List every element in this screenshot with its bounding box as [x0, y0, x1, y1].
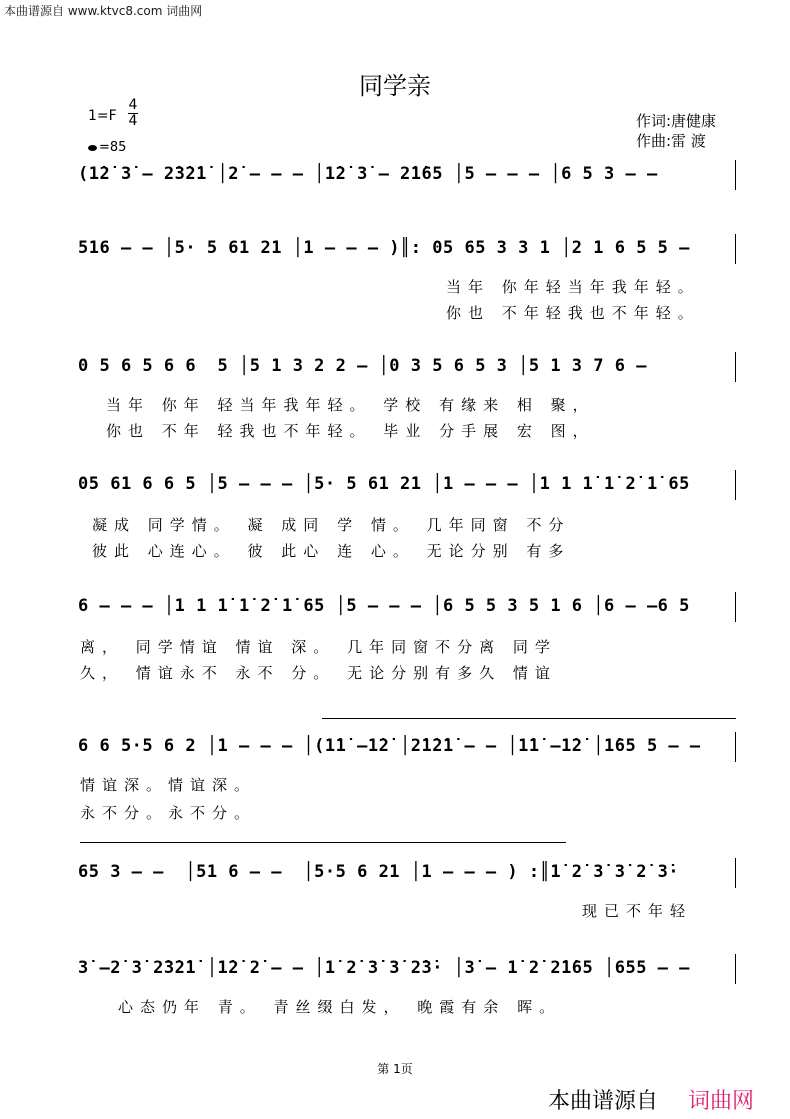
notation-line: 6 – – – │1 1 1̇ 1̇ 2̇ 1̇ 65 │5 – – – │6 5 5 3 5 1 6 │6 – –6 5: [78, 596, 690, 616]
end-barline: [735, 732, 736, 762]
time-signature: 4 4: [128, 97, 138, 129]
first-ending-bracket: [322, 718, 736, 719]
page-number: 第 1页: [377, 1062, 413, 1076]
lyric-verse-1: 现已不年轻: [582, 902, 693, 920]
lyric-verse-2: 久， 情谊永不 永不 分。 无论分别有多久 情谊: [80, 664, 557, 682]
brand-watermark-right: 词曲网: [688, 1089, 755, 1114]
notation-line: 65 3 – – │51 6 – – │5·5 6 21 │1 – – – ) :║1̇ 2̇ 3̇ 3̇ 2̇ 3̇·: [78, 862, 680, 882]
end-barline: [735, 234, 736, 264]
lyric-verse-1: 凝成 同学情。 凝 成同 学 情。 几年同窗 不分: [92, 516, 571, 534]
lyric-verse-1: 心态仍年 青。 青丝缀白发， 晚霞有余 晖。: [118, 998, 562, 1016]
lyric-verse-2: 你也 不年轻我也不年轻。: [446, 304, 700, 322]
tempo-marking: =85: [88, 140, 126, 155]
lyricist-credit: 作词:唐健康: [636, 112, 717, 130]
lyric-verse-1: 当年 你年 轻当年我年轻。 学校 有缘来 相 聚，: [106, 396, 595, 414]
end-barline: [735, 160, 736, 190]
lyric-verse-2: 永不分。永不分。: [80, 804, 257, 822]
source-watermark-header: 本曲谱源自 www.ktvc8.com 词曲网: [4, 4, 203, 18]
lyric-verse-2: 你也 不年 轻我也不年轻。 毕业 分手展 宏 图，: [106, 422, 595, 440]
end-barline: [735, 858, 736, 888]
composer-credit: 作曲:雷 渡: [636, 132, 706, 150]
end-barline: [735, 954, 736, 984]
quarter-note-icon: [88, 145, 97, 151]
end-barline: [735, 592, 736, 622]
song-title: 同学亲: [359, 72, 431, 100]
notation-line: 0 5 6 5 6 6 5 │5 1 3 2 2 – │0 3 5 6 5 3 │5 1 3 7 6 –: [78, 356, 647, 376]
notation-line: 516 – – │5· 5 61 21 │1 – – – )║: 05 65 3 3 1 │2 1 6 5 5 –: [78, 238, 690, 258]
end-barline: [735, 470, 736, 500]
lyric-verse-1: 当年 你年轻当年我年轻。: [446, 278, 700, 296]
first-ending-bracket-end: [80, 842, 566, 843]
notation-line: 3̇ –2̇ 3̇ 2̇3̇2̇1̇ │1̇2̇ 2̇ – – │1̇ 2̇ 3̇ 3̇ 2̇3̇· │3̇ – 1̇ 2̇ 2̇1̇65 │655 – –: [78, 958, 690, 978]
notation-line: 05 61 6 6 5 │5 – – – │5· 5 61 21 │1 – – – │1 1 1̇ 1̇ 2̇ 1̇ 65: [78, 474, 690, 494]
notation-line: 6 6 5·5 6 2 │1 – – – │(1̇1̇ –1̇2̇ │2̇1̇2̇1̇ – – │1̇1̇ –1̇2̇ │1̇65 5 – –: [78, 736, 701, 756]
key-signature: 1=F: [88, 108, 117, 124]
lyric-verse-2: 彼此 心连心。 彼 此心 连 心。 无论分别 有多: [92, 542, 571, 560]
end-barline: [735, 352, 736, 382]
lyric-verse-1: 情谊深。情谊深。: [80, 776, 257, 794]
brand-watermark-left: 本曲谱源自: [548, 1089, 659, 1114]
lyric-verse-1: 离， 同学情谊 情谊 深。 几年同窗不分离 同学: [80, 638, 557, 656]
notation-line: (1̇2̇ 3̇ – 2̇3̇2̇1̇ │2̇ – – – │1̇2̇ 3̇ – 2̇1̇65 │5 – – – │6 5 3 – –: [78, 164, 658, 184]
